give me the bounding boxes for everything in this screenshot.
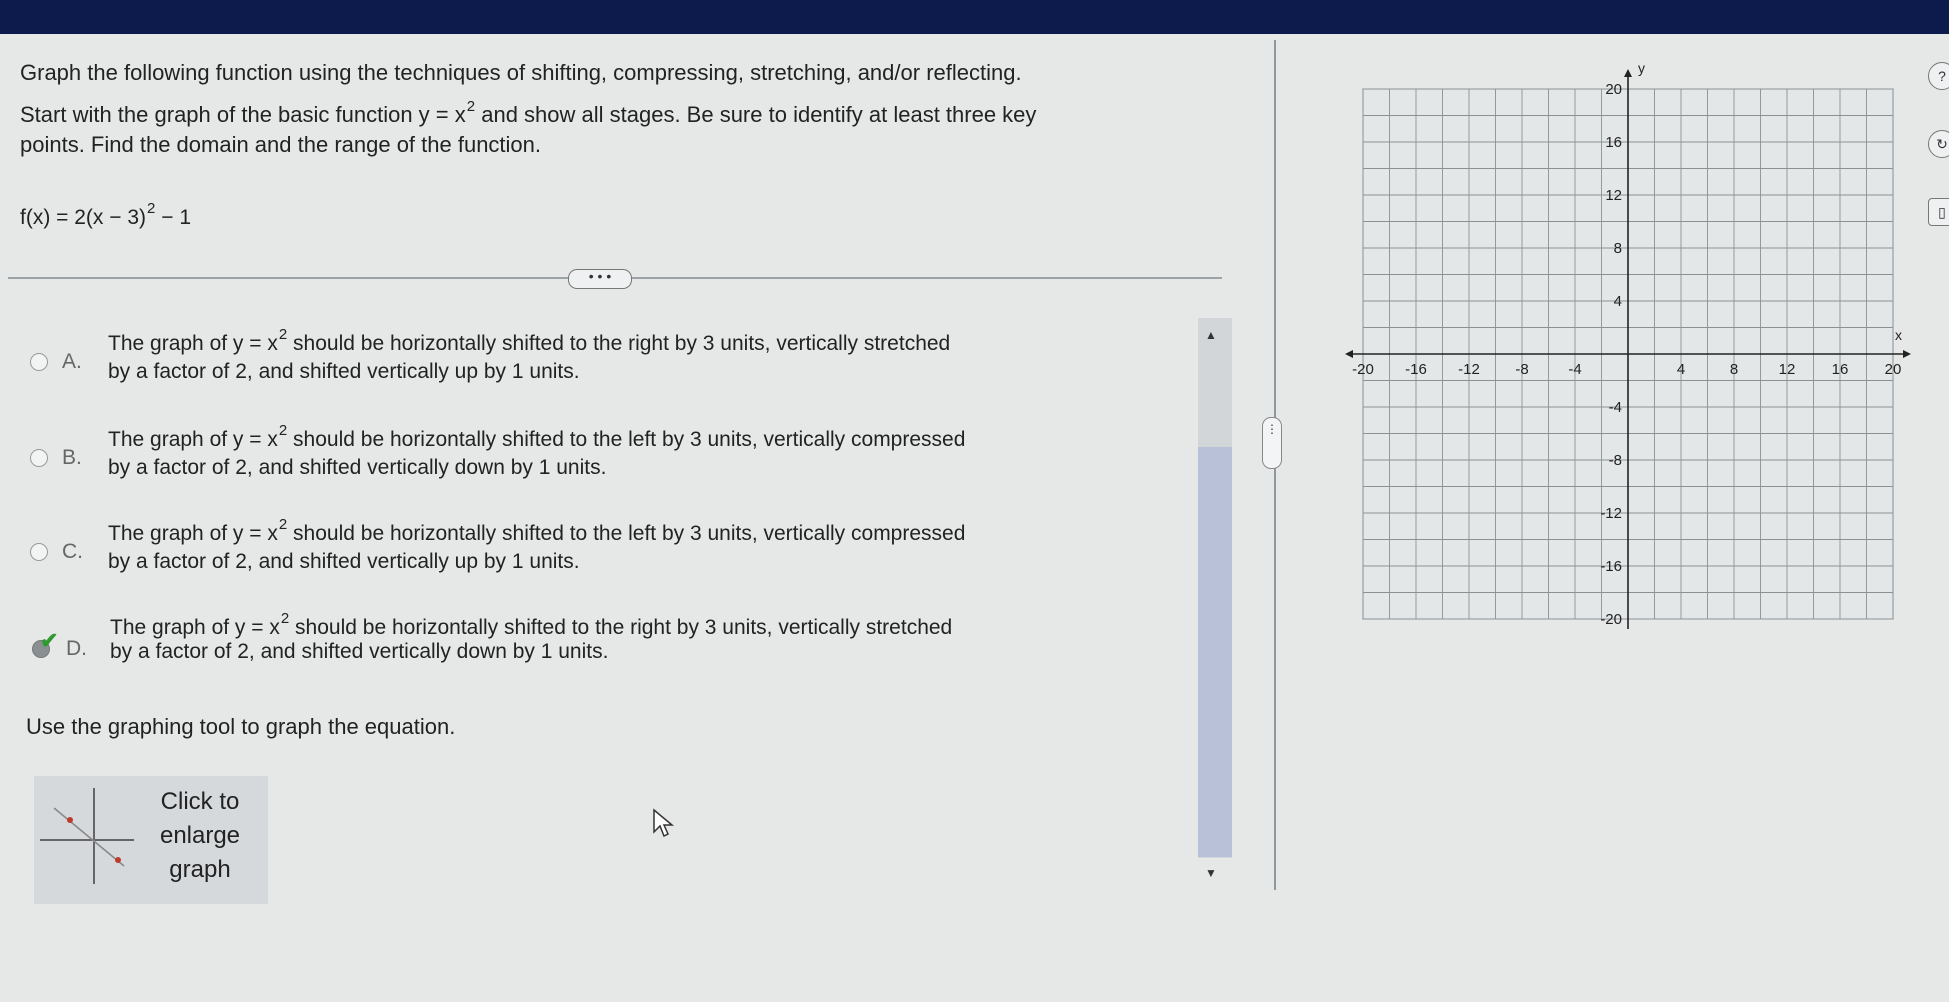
option-a-radio[interactable] [30, 353, 48, 371]
exponent: 2 [466, 98, 476, 115]
y-tick-label: 20 [1605, 81, 1622, 98]
option-b-exponent: 2 [278, 422, 288, 439]
x-tick-label: -20 [1352, 361, 1374, 378]
enlarge-line-1: Click to [160, 788, 240, 815]
top-navigation-bar [0, 0, 1949, 34]
sidebar-icon[interactable]: ▯ [1928, 198, 1949, 226]
y-tick-label: -16 [1600, 558, 1622, 575]
option-a-exponent: 2 [278, 326, 288, 343]
question-line-3: points. Find the domain and the range of the function. [20, 132, 542, 157]
scroll-up-icon[interactable]: ▲ [1205, 328, 1217, 342]
function-post: − 1 [161, 206, 191, 229]
enlarge-line-2: enlarge [159, 822, 241, 849]
y-tick-label: 16 [1605, 134, 1622, 151]
option-a-line-2[interactable]: by a factor of 2, and shifted vertically up by 1 units. [108, 360, 580, 383]
x-tick-label: 4 [1676, 361, 1686, 378]
x-tick-label: 20 [1884, 361, 1902, 378]
y-tick-label: 12 [1605, 187, 1622, 204]
option-b-line-1-post: should be horizontally shifted to the left by 3 units, vertically compressed [293, 428, 966, 451]
y-tick-label: -20 [1600, 611, 1622, 628]
question-line-1: Graph the following function using the techniques of shifting, compressing, stretching, and/or reflecting. [20, 60, 1022, 85]
x-axis-label: x [1895, 327, 1902, 343]
help-icon[interactable]: ? [1928, 62, 1949, 90]
coordinate-graph[interactable] [1330, 52, 1930, 652]
y-tick-label: -12 [1600, 505, 1622, 522]
option-b-radio[interactable] [30, 449, 48, 467]
option-c-letter: C. [62, 540, 83, 563]
y-tick-label: -4 [1608, 399, 1622, 416]
checkmark-icon: ✔ [40, 628, 59, 653]
scroll-down-icon[interactable]: ▼ [1205, 866, 1217, 880]
enlarge-line-3: graph [169, 856, 231, 883]
question-line-2 [20, 98, 1036, 128]
instruction-text: Use the graphing tool to graph the equation. [26, 714, 456, 739]
option-a-line-1[interactable] [108, 326, 950, 356]
x-tick-label: 8 [1729, 361, 1739, 378]
more-button[interactable]: • • • [568, 269, 632, 289]
function-pre: f(x) = 2(x − 3) [20, 206, 147, 229]
refresh-icon[interactable]: ↻ [1928, 130, 1949, 158]
question-line-2-pre: Start with the graph of the basic function y = x [20, 102, 466, 127]
x-tick-label: -16 [1405, 361, 1427, 378]
option-b-line-1-pre: The graph of y = x [108, 428, 278, 451]
x-tick-label: -4 [1568, 361, 1582, 378]
option-c-radio[interactable] [30, 543, 48, 561]
panel-resize-handle[interactable]: ⋮ [1262, 417, 1282, 469]
option-d-exponent: 2 [280, 610, 290, 627]
x-axis-arrow-left-icon [1345, 350, 1353, 358]
function-equation [20, 200, 191, 230]
y-axis-label: y [1638, 60, 1645, 76]
option-d-line-1-post: should be horizontally shifted to the right by 3 units, vertically stretched [295, 616, 953, 639]
option-b-letter: B. [62, 446, 82, 469]
option-a-line-1-post: should be horizontally shifted to the right by 3 units, vertically stretched [293, 332, 951, 355]
y-tick-label: 4 [1613, 293, 1622, 310]
option-d-letter: D. [66, 637, 87, 660]
x-tick-label: -12 [1458, 361, 1480, 378]
option-c-line-2[interactable]: by a factor of 2, and shifted vertically up by 1 units. [108, 550, 580, 573]
option-c-line-1-post: should be horizontally shifted to the left by 3 units, vertically compressed [293, 522, 966, 545]
option-a-line-1-pre: The graph of y = x [108, 332, 278, 355]
option-d-line-1[interactable] [110, 610, 952, 640]
y-axis-arrow-icon [1624, 69, 1632, 77]
x-tick-label: 12 [1778, 361, 1796, 378]
x-tick-label: -8 [1515, 361, 1529, 378]
y-tick-label: -8 [1608, 452, 1622, 469]
option-b-line-1[interactable] [108, 422, 965, 452]
x-axis-arrow-icon [1903, 350, 1911, 358]
function-exponent: 2 [147, 200, 156, 217]
y-tick-label: 8 [1613, 240, 1622, 257]
option-c-line-1[interactable] [108, 516, 965, 546]
x-tick-label: 16 [1831, 361, 1849, 378]
option-a-letter: A. [62, 350, 82, 373]
option-d-line-2[interactable]: by a factor of 2, and shifted vertically down by 1 units. [110, 640, 609, 663]
scrollbar-thumb[interactable] [1198, 447, 1232, 857]
option-d-line-1-pre: The graph of y = x [110, 616, 280, 639]
option-b-line-2[interactable]: by a factor of 2, and shifted vertically down by 1 units. [108, 456, 607, 479]
question-line-2-post: and show all stages. Be sure to identify at least three key [481, 102, 1037, 127]
cursor-icon [652, 808, 676, 840]
option-c-line-1-pre: The graph of y = x [108, 522, 278, 545]
option-c-exponent: 2 [278, 516, 288, 533]
mini-graph-icon [34, 776, 134, 904]
enlarge-graph-button[interactable] [34, 776, 268, 904]
